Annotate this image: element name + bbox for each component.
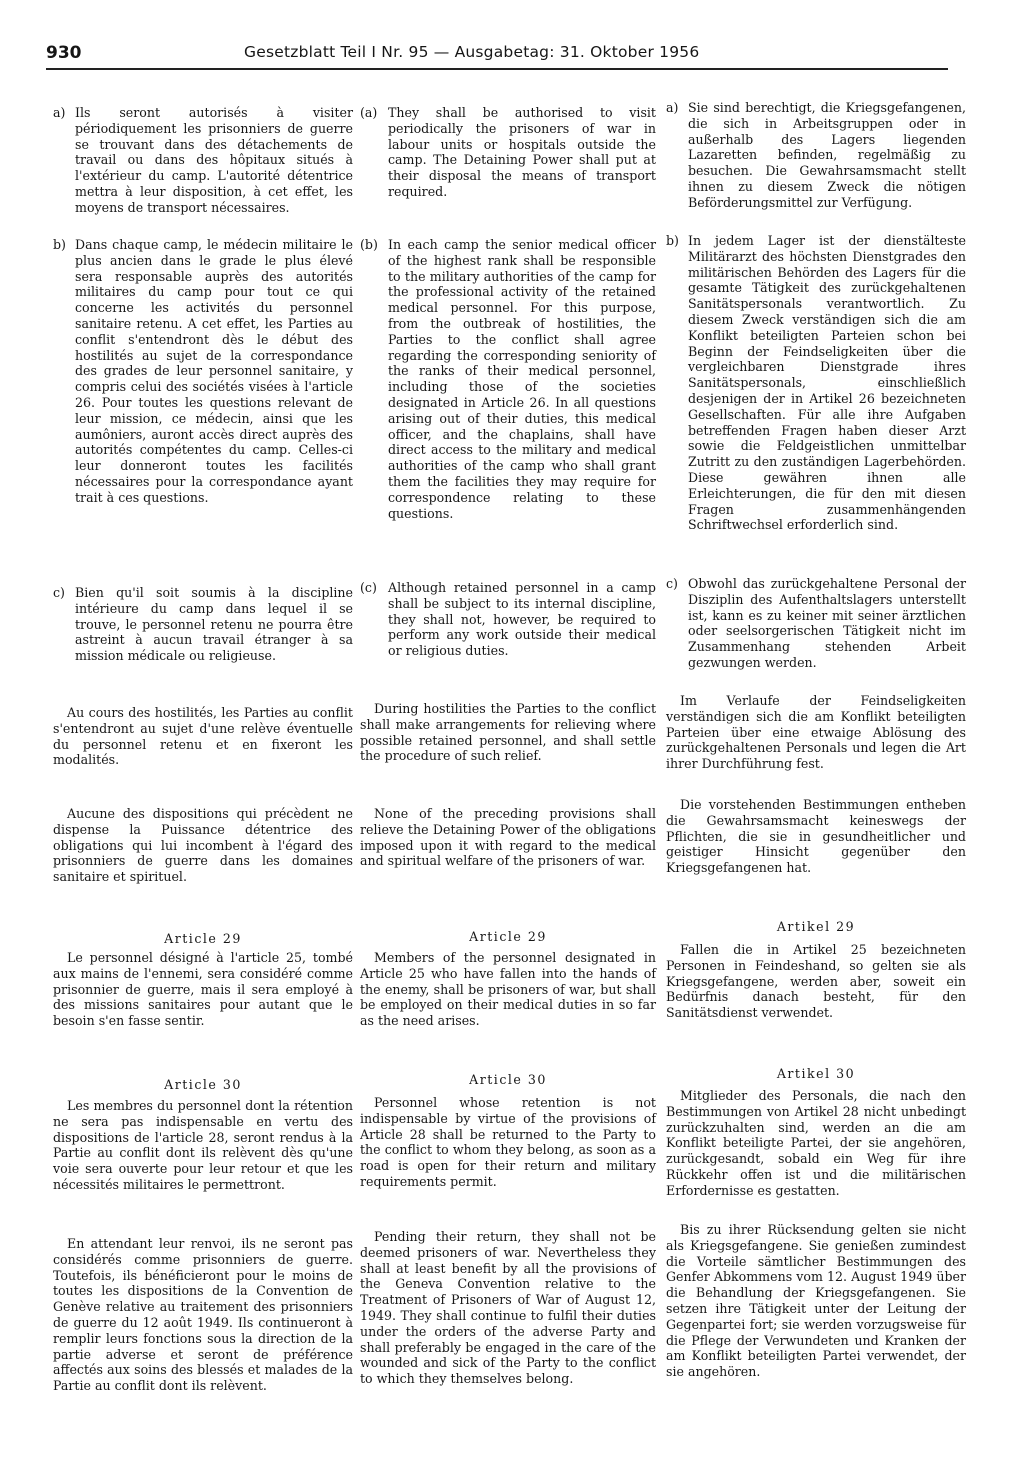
french-para-relief: Au cours des hostilités, les Parties au conflit s'entendront au sujet d'une relève éventuelle du personnel retenu et en fixeront les modalités. bbox=[53, 705, 353, 768]
french-item-a bbox=[53, 105, 353, 233]
header-rule bbox=[46, 68, 948, 70]
german-article-29-heading: Artikel 29 bbox=[776, 919, 856, 934]
item-text: Ils seront autorisés à visiter périodiquement les prisonniers de guerre se trouvant dans des détachements de travail ou dans des hôpitaux situés à l'extérieur du camp. L'autorité détentrice mettra à leur disposition, à cet effet, les moyens de transport nécessaires. bbox=[75, 105, 353, 215]
french-para-obligations: Aucune des dispositions qui précèdent ne dispense la Puissance détentrice des obligations qui lui incombent à l'égard des prisonniers de guerre dans les domaines sanitaire et spirituel. bbox=[53, 806, 353, 885]
item-label: (b) bbox=[360, 237, 378, 252]
french-article-30-text-2: En attendant leur renvoi, ils ne seront pas considérés comme prisonniers de guerre. Toutefois, ils bénéficieront pour le moins de toutes les dispositions de la Convention de Genève relative au traitement des prisonniers de guerre du 12 août 1949. Ils continueront à remplir leurs fonctions sous la direction de la partie adverse et seront de préférence affectés aux soins des blessés et malades de la Partie au conflit dont ils relèvent. bbox=[53, 1236, 353, 1394]
english-para-obligations: None of the preceding provisions shall relieve the Detaining Power of the obligations imposed upon it with regard to the medical and spiritual welfare of the prisoners of war. bbox=[360, 806, 656, 869]
item-text: In each camp the senior medical officer of the highest rank shall be responsible to the military authorities of the camp for the professional activity of the retained medical personnel. For this purpose, from the outbreak of hostilities, the Parties to the conflict shall agree regarding the corresponding seniority of the ranks of their medical personnel, including those of the societies designated in Article 26. In all questions arising out of their duties, this medical officer, and the chaplains, shall have direct access to the military and medical authorities of the camp who shall grant them the facilities they may require for correspondence relating to these questions. bbox=[388, 237, 656, 521]
item-label: a) bbox=[666, 100, 679, 115]
item-text: Sie sind berechtigt, die Kriegsgefangenen, die sich in Arbeitsgruppen oder in außerhalb des Lagers liegenden Lazaretten befinden, regelmäßig zu besuchen. Die Gewahrsamsmacht stellt ihnen zu diesem Zweck die nötigen Beförderungsmittel zur Verfügung. bbox=[688, 100, 966, 210]
item-label: a) bbox=[53, 105, 66, 120]
german-article-30-text-2: Bis zu ihrer Rücksendung gelten sie nicht als Kriegsgefangene. Sie genießen zumindest die Vorteile sämtlicher Bestimmungen des Genfer Abkommens vom 12. August 1949 über die Behandlung der Kriegsgefangenen. Sie setzen ihre Tätigkeit unter der Leitung der Gegenpartei fort; sie werden vorzugsweise für die Pflege der Verwundeten und Kranken der am Konflikt beteiligten Partei verwendet, der sie angehören. bbox=[666, 1222, 966, 1380]
item-label: b) bbox=[666, 233, 679, 248]
french-article-30-heading: Article 30 bbox=[164, 1077, 242, 1092]
german-item-a bbox=[666, 100, 966, 228]
english-article-30-heading: Article 30 bbox=[469, 1072, 547, 1087]
item-text: Although retained personnel in a camp shall be subject to its internal discipline, they shall not, however, be required to perform any work outside their medical or religious duties. bbox=[388, 580, 656, 659]
page-header bbox=[46, 43, 948, 67]
french-item-b bbox=[53, 237, 353, 562]
german-item-b bbox=[666, 233, 966, 573]
item-text: Obwohl das zurückgehaltene Personal der Disziplin des Aufenthaltslagers unterstellt ist, kann es zu keiner mit seiner ärztlichen oder seelsorgerischen Tätigkeit nicht im Zusammenhang stehenden Arbeit gezwungen werden. bbox=[688, 576, 966, 670]
german-article-30-text-1: Mitglieder des Personals, die nach den Bestimmungen von Artikel 28 nicht unbedingt zurückzuhalten sind, werden an die am Konflikt beteiligte Partei, der sie angehören, zurückgesandt, sobald ein Weg für ihre Rückkehr offen ist und die militärischen Erfordernisse es gestatten. bbox=[666, 1088, 966, 1198]
french-article-30-text-1: Les membres du personnel dont la rétention ne sera pas indispensable en vertu des dispositions de l'article 28, seront rendus à la Partie au conflit dont ils relèvent dès qu'une voie sera ouverte pour leur retour et que les nécessités militaires le permettront. bbox=[53, 1098, 353, 1192]
english-item-a bbox=[360, 105, 656, 205]
item-label: (a) bbox=[360, 105, 378, 120]
german-article-29-text: Fallen die in Artikel 25 bezeichneten Personen in Feindeshand, so gelten sie als Kriegsgefangene, werden aber, soweit ein Bedürfnis danach besteht, für den Sanitätsdienst verwendet. bbox=[666, 942, 966, 1021]
item-label: c) bbox=[666, 576, 678, 591]
german-para-relief: Im Verlaufe der Feindseligkeiten verständigen sich die am Konflikt beteiligten Parteien über eine etwaige Ablösung des zurückgehaltenen Personals und legen die Art ihrer Durchführung fest. bbox=[666, 693, 966, 772]
french-item-c bbox=[53, 585, 353, 685]
german-para-obligations: Die vorstehenden Bestimmungen entheben die Gewahrsamsmacht keineswegs der Pflichten, die sie in gesundheitlicher und geistiger Hinsicht gegenüber den Kriegsgefangenen hat. bbox=[666, 797, 966, 876]
item-text: In jedem Lager ist der dienstälteste Militärarzt des höchsten Dienstgrades den militärischen Behörden des Lagers für die gesamte Tätigkeit des zurückgehaltenen Sanitätspersonals verantwortlich. Zu diesem Zweck verständigen sich die am Konflikt beteiligten Parteien schon bei Beginn der Feindseligkeiten über die vergleichbaren Dienstgrade ihres Sanitätspersonals, einschließlich desjenigen der in Artikel 26 bezeichneten Gesellschaften. Für alle ihre Aufgaben betreffenden Fragen haben dieser Arzt sowie die Feldgeistlichen unmittelbar Zutritt zu den zuständigen Lagerbehörden. Diese gewähren ihnen alle Erleichterungen, die für den mit diesen Fragen zusammenhängenden Schriftwechsel erforderlich sind. bbox=[688, 233, 966, 533]
item-text: Bien qu'il soit soumis à la discipline intérieure du camp dans lequel il se trouve, le personnel retenu ne pourra être astreint à aucun travail étranger à sa mission médicale ou religieuse. bbox=[75, 585, 353, 664]
french-article-29-text: Le personnel désigné à l'article 25, tombé aux mains de l'ennemi, sera considéré comme prisonnier de guerre, mais il sera employé à des missions sanitaires pour autant que le besoin s'en fasse sentir. bbox=[53, 950, 353, 1029]
english-article-30-text-2: Pending their return, they shall not be deemed prisoners of war. Nevertheless they shall at least benefit by all the provisions of the Geneva Convention relative to the Treatment of Prisoners of War of August 12, 1949. They shall continue to fulfil their duties under the orders of the adverse Party and shall preferably be engaged in the care of the wounded and sick of the Party to the conflict to which they themselves belong. bbox=[360, 1229, 656, 1387]
english-article-29-heading: Article 29 bbox=[469, 929, 547, 944]
english-article-29-text: Members of the personnel designated in Article 25 who have fallen into the hands of the enemy, shall be prisoners of war, but shall be employed on their medical duties in so far as the need arises. bbox=[360, 950, 656, 1029]
item-label: (c) bbox=[360, 580, 377, 595]
item-text: Dans chaque camp, le médecin militaire le plus ancien dans le grade le plus élevé sera responsable auprès des autorités militaires du camp pour tout ce qui concerne les activités du personnel sanitaire retenu. A cet effet, les Parties au conflit s'entendront dès le début des hostilités au sujet de la correspondance des grades de leur personnel sanitaire, y compris celui des sociétés visées à l'article 26. Pour toutes les questions relevant de leur mission, ce médecin, ainsi que les aumôniers, auront accès direct auprès des autorités compétentes du camp. Celles-ci leur donneront toutes les facilités nécessaires pour la correspondance ayant trait à ces questions. bbox=[75, 237, 353, 505]
french-article-29-heading: Article 29 bbox=[164, 931, 242, 946]
english-article-30-text-1: Personnel whose retention is not indispensable by virtue of the provisions of Article 28 shall be returned to the Party to the conflict to whom they belong, as soon as a road is open for their return and military requirements permit. bbox=[360, 1095, 656, 1189]
german-article-30-heading: Artikel 30 bbox=[776, 1066, 856, 1081]
english-item-c bbox=[360, 580, 656, 680]
german-item-c bbox=[666, 576, 966, 686]
page-number: 930 bbox=[46, 43, 82, 63]
item-label: c) bbox=[53, 585, 65, 600]
item-text: They shall be authorised to visit periodically the prisoners of war in labour units or hospitals outside the camp. The Detaining Power shall put at their disposal the means of transport required. bbox=[388, 105, 656, 199]
gazette-title: Gesetzblatt Teil I Nr. 95 — Ausgabetag: 31. Oktober 1956 bbox=[244, 43, 700, 61]
english-item-b bbox=[360, 237, 656, 562]
item-label: b) bbox=[53, 237, 66, 252]
english-para-relief: During hostilities the Parties to the conflict shall make arrangements for relieving where possible retained personnel, and shall settle the procedure of such relief. bbox=[360, 701, 656, 764]
